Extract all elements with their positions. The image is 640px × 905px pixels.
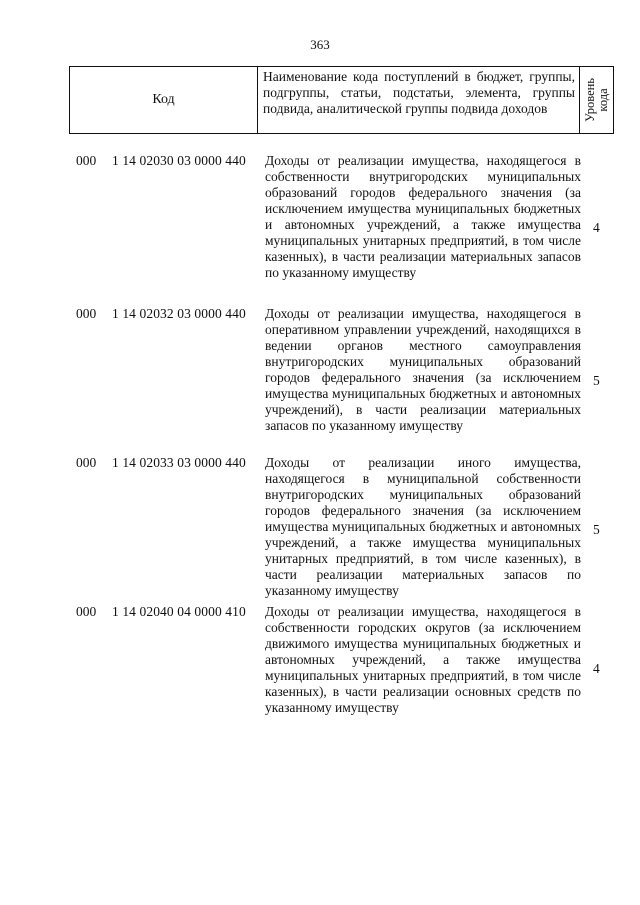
row-prefix: 000 <box>76 153 97 168</box>
row-code: 1 14 02030 03 0000 440 <box>112 153 246 168</box>
row-prefix: 000 <box>76 455 97 470</box>
row-prefix: 000 <box>76 306 97 321</box>
row-code: 1 14 02040 04 0000 410 <box>112 604 246 619</box>
row-level: 4 <box>593 220 600 235</box>
row-description: Доходы от реализации имущества, находящегося в собственности городских округов (за исключением движимого имущества муниципальных бюджетных и автономных учреждений, а также имущества муниципальных унитарных предприятий, в том числе казенных), в части реализации основных средств по указанному имуществу <box>265 604 581 715</box>
header-name: Наименование кода поступлений в бюджет, группы, подгруппы, статьи, подстатьи, элемента, группы подвида, аналитической группы подвида доходов <box>258 67 580 133</box>
row-level: 4 <box>593 661 600 676</box>
row-code: 1 14 02033 03 0000 440 <box>112 455 246 470</box>
row-description: Доходы от реализации иного имущества, находящегося в муниципальной собственности внутригородских муниципальных образований городов федерального значения (за исключением имущества муниципальных бюджетных и автономных учреждений, а также имущества муниципальных унитарных предприятий, в том числе казенных), в части реализации материальных запасов по указанному имуществу <box>265 455 581 598</box>
header-level: Уровень кода <box>582 77 610 123</box>
page-number: 363 <box>310 37 330 52</box>
row-code: 1 14 02032 03 0000 440 <box>112 306 246 321</box>
header-level-cell <box>580 67 613 133</box>
row-level: 5 <box>593 373 600 388</box>
header-code: Код <box>70 67 258 133</box>
row-description: Доходы от реализации имущества, находящегося в собственности внутригородских муниципальных образований городов федерального значения (за исключением имущества муниципальных бюджетных и автономных учреждений, а также имущества муниципальных унитарных предприятий, в том числе казенных), в части реализации материальных запасов по указанному имуществу <box>265 153 581 280</box>
row-description: Доходы от реализации имущества, находящегося в оперативном управлении учреждений, находящихся в ведении органов местного самоуправления внутригородских муниципальных образований городов федерального значения (за исключением имущества муниципальных бюджетных и автономных учреждений), в части реализации материальных запасов по указанному имуществу <box>265 306 581 433</box>
table-header <box>69 66 614 134</box>
row-level: 5 <box>593 522 600 537</box>
row-prefix: 000 <box>76 604 97 619</box>
